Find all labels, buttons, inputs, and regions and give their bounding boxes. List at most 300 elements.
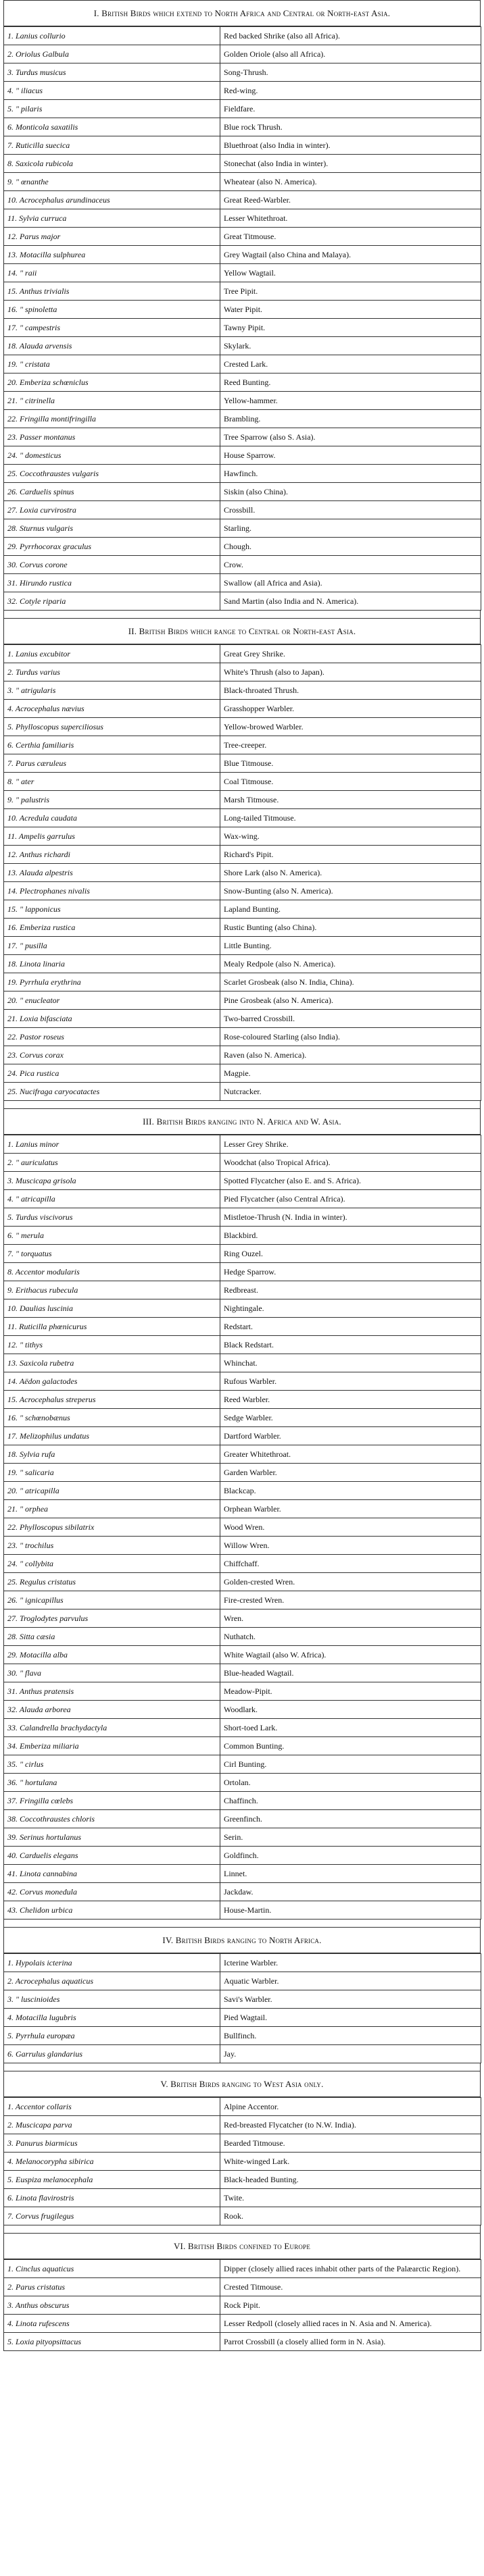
table-row (4, 191, 481, 209)
common-name-cell: Greenfinch. (220, 1810, 481, 1828)
common-name-cell: Nightingale. (220, 1299, 481, 1318)
species-name-cell: 13. Motacilla sulphurea (4, 246, 220, 264)
species-name-cell: 4. Acrocephalus nævius (4, 700, 220, 718)
species-name-cell: 14. " raii (4, 264, 220, 282)
section-title: V. British Birds ranging to West Asia only. (3, 2071, 481, 2097)
species-name-cell: 18. Linota linaria (4, 955, 220, 973)
table-row (4, 1445, 481, 1464)
common-name-cell: Red backed Shrike (also all Africa). (220, 27, 481, 45)
common-name-cell: Blackbird. (220, 1227, 481, 1245)
common-name-cell: Richard's Pipit. (220, 846, 481, 864)
table-row (4, 663, 481, 681)
table-row (4, 1391, 481, 1409)
common-name-cell: Coal Titmouse. (220, 773, 481, 791)
table-row (4, 2296, 481, 2315)
common-name-cell: Yellow Wagtail. (220, 264, 481, 282)
species-name-cell: 12. " tithys (4, 1336, 220, 1354)
common-name-cell: Wax-wing. (220, 827, 481, 846)
common-name-cell: Rose-coloured Starling (also India). (220, 1028, 481, 1046)
species-name-cell: 19. Pyrrhula erythrina (4, 973, 220, 991)
common-name-cell: Black-headed Bunting. (220, 2171, 481, 2189)
common-name-cell: Tree-creeper. (220, 736, 481, 754)
section-spacer (3, 2063, 481, 2071)
table-row (4, 82, 481, 100)
table-row (4, 1190, 481, 1208)
common-name-cell: Black Redstart. (220, 1336, 481, 1354)
common-name-cell: Stonechat (also India in winter). (220, 155, 481, 173)
species-name-cell: 25. Coccothraustes vulgaris (4, 465, 220, 483)
table-row (4, 1628, 481, 1646)
species-name-cell: 3. Muscicapa grisola (4, 1172, 220, 1190)
table-row (4, 864, 481, 882)
species-name-cell: 6. Linota flavirostris (4, 2189, 220, 2207)
species-name-cell: 5. Phylloscopus superciliosus (4, 718, 220, 736)
table-row (4, 519, 481, 538)
common-name-cell: Ortolan. (220, 1774, 481, 1792)
common-name-cell: House Sparrow. (220, 446, 481, 465)
table-row (4, 2315, 481, 2333)
common-name-cell: Ring Ouzel. (220, 1245, 481, 1263)
species-name-cell: 10. Acredula caudata (4, 809, 220, 827)
table-row (4, 1555, 481, 1573)
species-name-cell: 25. Regulus cristatus (4, 1573, 220, 1591)
table-row (4, 465, 481, 483)
table-row (4, 63, 481, 82)
section-title: I. British Birds which extend to North Africa and Central or North-east Asia. (3, 1, 481, 26)
species-name-cell: 6. Garrulus glandarius (4, 2045, 220, 2063)
species-name-cell: 4. " iliacus (4, 82, 220, 100)
common-name-cell: Cirl Bunting. (220, 1755, 481, 1774)
common-name-cell: Common Bunting. (220, 1737, 481, 1755)
species-name-cell: 24. Pica rustica (4, 1064, 220, 1083)
species-name-cell: 6. " merula (4, 1227, 220, 1245)
common-name-cell: Crow. (220, 556, 481, 574)
section-table (3, 644, 481, 1101)
common-name-cell: Mealy Redpole (also N. America). (220, 955, 481, 973)
common-name-cell: House-Martin. (220, 1901, 481, 1920)
table-row (4, 1901, 481, 1920)
species-name-cell: 5. Loxia pityopsittacus (4, 2333, 220, 2351)
common-name-cell: Golden Oriole (also all Africa). (220, 45, 481, 63)
table-row (4, 1318, 481, 1336)
common-name-cell: Two-barred Crossbill. (220, 1010, 481, 1028)
species-name-cell: 30. Corvus corone (4, 556, 220, 574)
section-table (3, 2259, 481, 2351)
species-name-cell: 18. Alauda arvensis (4, 337, 220, 355)
species-name-cell: 9. Erithacus rubecula (4, 1281, 220, 1299)
common-name-cell: Snow-Bunting (also N. America). (220, 882, 481, 900)
table-row (4, 2045, 481, 2063)
species-name-cell: 20. " enucleator (4, 991, 220, 1010)
section-spacer (3, 611, 481, 619)
table-row (4, 2153, 481, 2171)
table-row (4, 955, 481, 973)
species-name-cell: 14. Aëdon galactodes (4, 1372, 220, 1391)
common-name-cell: Wren. (220, 1609, 481, 1628)
common-name-cell: Fire-crested Wren. (220, 1591, 481, 1609)
table-row (4, 973, 481, 991)
species-name-cell: 8. Saxicola rubicola (4, 155, 220, 173)
table-row (4, 1464, 481, 1482)
table-row (4, 410, 481, 428)
common-name-cell: Redbreast. (220, 1281, 481, 1299)
common-name-cell: Reed Bunting. (220, 373, 481, 392)
species-name-cell: 2. Muscicapa parva (4, 2116, 220, 2134)
common-name-cell: Crossbill. (220, 501, 481, 519)
species-name-cell: 7. Corvus frugilegus (4, 2207, 220, 2225)
species-name-cell: 35. " cirlus (4, 1755, 220, 1774)
common-name-cell: Fieldfare. (220, 100, 481, 118)
species-name-cell: 1. Accentor collaris (4, 2098, 220, 2116)
section-table (3, 1135, 481, 1920)
table-row (4, 27, 481, 45)
species-name-cell: 33. Calandrella brachydactyla (4, 1719, 220, 1737)
species-name-cell: 2. Oriolus Galbula (4, 45, 220, 63)
species-name-cell: 16. Emberiza rustica (4, 919, 220, 937)
common-name-cell: Blue-headed Wagtail. (220, 1664, 481, 1682)
species-name-cell: 3. Turdus musicus (4, 63, 220, 82)
common-name-cell: Rock Pipit. (220, 2296, 481, 2315)
table-row (4, 483, 481, 501)
table-row (4, 337, 481, 355)
common-name-cell: Sand Martin (also India and N. America). (220, 592, 481, 611)
species-name-cell: 13. Saxicola rubetra (4, 1354, 220, 1372)
species-name-cell: 2. " auriculatus (4, 1154, 220, 1172)
table-row (4, 501, 481, 519)
species-name-cell: 16. " schœnobænus (4, 1409, 220, 1427)
species-name-cell: 32. Alauda arborea (4, 1701, 220, 1719)
common-name-cell: Lesser Grey Shrike. (220, 1135, 481, 1154)
common-name-cell: Bullfinch. (220, 2027, 481, 2045)
species-name-cell: 1. Cinclus aquaticus (4, 2260, 220, 2278)
species-name-cell: 5. Turdus viscivorus (4, 1208, 220, 1227)
species-name-cell: 4. Motacilla lugubris (4, 2009, 220, 2027)
common-name-cell: Linnet. (220, 1865, 481, 1883)
table-row (4, 1990, 481, 2009)
common-name-cell: Wheatear (also N. America). (220, 173, 481, 191)
table-row (4, 1372, 481, 1391)
species-name-cell: 29. Pyrrhocorax graculus (4, 538, 220, 556)
table-row (4, 846, 481, 864)
common-name-cell: Blue rock Thrush. (220, 118, 481, 136)
common-name-cell: Raven (also N. America). (220, 1046, 481, 1064)
common-name-cell: Wood Wren. (220, 1518, 481, 1537)
species-name-cell: 3. " atrigularis (4, 681, 220, 700)
common-name-cell: Tawny Pipit. (220, 319, 481, 337)
common-name-cell: Chiffchaff. (220, 1555, 481, 1573)
table-row (4, 446, 481, 465)
table-row (4, 1064, 481, 1083)
species-name-cell: 25. Nucifraga caryocatactes (4, 1083, 220, 1101)
common-name-cell: Tree Pipit. (220, 282, 481, 301)
table-row (4, 2171, 481, 2189)
species-name-cell: 38. Coccothraustes chloris (4, 1810, 220, 1828)
species-name-cell: 9. " palustris (4, 791, 220, 809)
species-name-cell: 31. Anthus pratensis (4, 1682, 220, 1701)
common-name-cell: Goldfinch. (220, 1847, 481, 1865)
table-row (4, 1154, 481, 1172)
table-row (4, 1792, 481, 1810)
bird-distribution-document (3, 0, 481, 2351)
table-row (4, 1719, 481, 1737)
species-name-cell: 4. " atricapilla (4, 1190, 220, 1208)
common-name-cell: Woodlark. (220, 1701, 481, 1719)
common-name-cell: Jackdaw. (220, 1883, 481, 1901)
species-name-cell: 17. " campestris (4, 319, 220, 337)
common-name-cell: Starling. (220, 519, 481, 538)
common-name-cell: Water Pipit. (220, 301, 481, 319)
species-name-cell: 5. " pilaris (4, 100, 220, 118)
common-name-cell: Alpine Accentor. (220, 2098, 481, 2116)
table-row (4, 919, 481, 937)
common-name-cell: Great Grey Shrike. (220, 645, 481, 663)
table-row (4, 718, 481, 736)
common-name-cell: Meadow-Pipit. (220, 1682, 481, 1701)
table-row (4, 428, 481, 446)
species-name-cell: 4. Linota rufescens (4, 2315, 220, 2333)
common-name-cell: Brambling. (220, 410, 481, 428)
species-name-cell: 3. Anthus obscurus (4, 2296, 220, 2315)
table-row (4, 991, 481, 1010)
table-row (4, 282, 481, 301)
species-name-cell: 37. Fringilla cœlebs (4, 1792, 220, 1810)
species-name-cell: 43. Chelidon urbica (4, 1901, 220, 1920)
common-name-cell: Greater Whitethroat. (220, 1445, 481, 1464)
table-row (4, 736, 481, 754)
common-name-cell: Crested Lark. (220, 355, 481, 373)
section-table (3, 26, 481, 611)
table-row (4, 773, 481, 791)
table-row (4, 2098, 481, 2116)
common-name-cell: Tree Sparrow (also S. Asia). (220, 428, 481, 446)
species-name-cell: 31. Hirundo rustica (4, 574, 220, 592)
table-row (4, 1609, 481, 1628)
common-name-cell: Shore Lark (also N. America). (220, 864, 481, 882)
common-name-cell: Swallow (all Africa and Asia). (220, 574, 481, 592)
species-name-cell: 1. Hypolais icterina (4, 1954, 220, 1972)
table-row (4, 556, 481, 574)
section-table (3, 2097, 481, 2225)
table-row (4, 1537, 481, 1555)
species-name-cell: 11. Ruticilla phœnicurus (4, 1318, 220, 1336)
table-row (4, 2134, 481, 2153)
common-name-cell: Hedge Sparrow. (220, 1263, 481, 1281)
common-name-cell: Little Bunting. (220, 937, 481, 955)
species-name-cell: 17. " pusilla (4, 937, 220, 955)
table-row (4, 246, 481, 264)
species-name-cell: 5. Euspiza melanocephala (4, 2171, 220, 2189)
common-name-cell: Pied Wagtail. (220, 2009, 481, 2027)
table-row (4, 2333, 481, 2351)
common-name-cell: Dipper (closely allied races inhabit other parts of the Palæarctic Region). (220, 2260, 481, 2278)
section-title: II. British Birds which range to Central or North-east Asia. (3, 619, 481, 644)
common-name-cell: Spotted Flycatcher (also E. and S. Africa). (220, 1172, 481, 1190)
species-name-cell: 11. Ampelis garrulus (4, 827, 220, 846)
table-row (4, 1046, 481, 1064)
species-name-cell: 2. Acrocephalus aquaticus (4, 1972, 220, 1990)
common-name-cell: Short-toed Lark. (220, 1719, 481, 1737)
common-name-cell: Reed Warbler. (220, 1391, 481, 1409)
species-name-cell: 22. Fringilla montifringilla (4, 410, 220, 428)
species-name-cell: 7. Parus cæruleus (4, 754, 220, 773)
section-spacer (3, 1101, 481, 1109)
common-name-cell: Scarlet Grosbeak (also N. India, China). (220, 973, 481, 991)
common-name-cell: Grasshopper Warbler. (220, 700, 481, 718)
common-name-cell: Willow Wren. (220, 1537, 481, 1555)
table-row (4, 355, 481, 373)
species-name-cell: 4. Melanocorypha sibirica (4, 2153, 220, 2171)
species-name-cell: 26. " ignicapillus (4, 1591, 220, 1609)
table-row (4, 2027, 481, 2045)
common-name-cell: Parrot Crossbill (a closely allied form in N. Asia). (220, 2333, 481, 2351)
species-name-cell: 10. Daulias luscinia (4, 1299, 220, 1318)
species-name-cell: 20. " atricapilla (4, 1482, 220, 1500)
common-name-cell: Blackcap. (220, 1482, 481, 1500)
table-row (4, 1299, 481, 1318)
table-row (4, 2278, 481, 2296)
common-name-cell: Lapland Bunting. (220, 900, 481, 919)
table-row (4, 1883, 481, 1901)
species-name-cell: 27. Loxia curvirostra (4, 501, 220, 519)
species-name-cell: 1. Lanius excubitor (4, 645, 220, 663)
table-row (4, 1664, 481, 1682)
common-name-cell: White's Thrush (also to Japan). (220, 663, 481, 681)
species-name-cell: 32. Cotyle riparia (4, 592, 220, 611)
common-name-cell: Nuthatch. (220, 1628, 481, 1646)
table-row (4, 538, 481, 556)
common-name-cell: Savi's Warbler. (220, 1990, 481, 2009)
table-row (4, 1646, 481, 1664)
common-name-cell: Rook. (220, 2207, 481, 2225)
section-title: III. British Birds ranging into N. Africa and W. Asia. (3, 1109, 481, 1135)
table-row (4, 1010, 481, 1028)
species-name-cell: 21. " orphea (4, 1500, 220, 1518)
section-spacer (3, 1920, 481, 1928)
table-row (4, 136, 481, 155)
common-name-cell: Yellow-hammer. (220, 392, 481, 410)
table-row (4, 1482, 481, 1500)
common-name-cell: Mistletoe-Thrush (N. India in winter). (220, 1208, 481, 1227)
common-name-cell: Magpie. (220, 1064, 481, 1083)
species-name-cell: 39. Serinus hortulanus (4, 1828, 220, 1847)
common-name-cell: Lesser Redpoll (closely allied races in N. Asia and N. America). (220, 2315, 481, 2333)
species-name-cell: 16. " spinoletta (4, 301, 220, 319)
table-row (4, 2260, 481, 2278)
table-row (4, 1774, 481, 1792)
species-name-cell: 6. Monticola saxatilis (4, 118, 220, 136)
species-name-cell: 11. Sylvia curruca (4, 209, 220, 228)
table-row (4, 2189, 481, 2207)
table-row (4, 1573, 481, 1591)
table-row (4, 1281, 481, 1299)
common-name-cell: Redstart. (220, 1318, 481, 1336)
common-name-cell: Golden-crested Wren. (220, 1573, 481, 1591)
species-name-cell: 15. " lapponicus (4, 900, 220, 919)
common-name-cell: Blue Titmouse. (220, 754, 481, 773)
table-row (4, 1865, 481, 1883)
species-name-cell: 1. Lanius collurio (4, 27, 220, 45)
common-name-cell: Woodchat (also Tropical Africa). (220, 1154, 481, 1172)
common-name-cell: Great Titmouse. (220, 228, 481, 246)
species-name-cell: 26. Carduelis spinus (4, 483, 220, 501)
species-name-cell: 2. Parus cristatus (4, 2278, 220, 2296)
table-row (4, 1336, 481, 1354)
table-row (4, 1828, 481, 1847)
species-name-cell: 9. " œnanthe (4, 173, 220, 191)
species-name-cell: 7. " torquatus (4, 1245, 220, 1263)
table-row (4, 2009, 481, 2027)
species-name-cell: 5. Pyrrhula europæa (4, 2027, 220, 2045)
table-row (4, 173, 481, 191)
common-name-cell: Dartford Warbler. (220, 1427, 481, 1445)
table-row (4, 228, 481, 246)
table-row (4, 809, 481, 827)
table-row (4, 1518, 481, 1537)
table-row (4, 645, 481, 663)
table-row (4, 681, 481, 700)
common-name-cell: Grey Wagtail (also China and Malaya). (220, 246, 481, 264)
table-row (4, 2207, 481, 2225)
species-name-cell: 23. " trochilus (4, 1537, 220, 1555)
species-name-cell: 10. Acrocephalus arundinaceus (4, 191, 220, 209)
species-name-cell: 14. Plectrophanes nivalis (4, 882, 220, 900)
table-row (4, 1755, 481, 1774)
table-row (4, 2116, 481, 2134)
table-row (4, 155, 481, 173)
table-row (4, 1028, 481, 1046)
common-name-cell: Serin. (220, 1828, 481, 1847)
species-name-cell: 24. " collybita (4, 1555, 220, 1573)
table-row (4, 592, 481, 611)
table-row (4, 791, 481, 809)
common-name-cell: Red-wing. (220, 82, 481, 100)
common-name-cell: Siskin (also China). (220, 483, 481, 501)
species-name-cell: 34. Emberiza miliaria (4, 1737, 220, 1755)
table-row (4, 1847, 481, 1865)
table-row (4, 373, 481, 392)
common-name-cell: Black-throated Thrush. (220, 681, 481, 700)
table-row (4, 118, 481, 136)
table-row (4, 900, 481, 919)
common-name-cell: Long-tailed Titmouse. (220, 809, 481, 827)
table-row (4, 1954, 481, 1972)
common-name-cell: Yellow-browed Warbler. (220, 718, 481, 736)
species-name-cell: 21. " citrinella (4, 392, 220, 410)
table-row (4, 574, 481, 592)
species-name-cell: 2. Turdus varius (4, 663, 220, 681)
common-name-cell: Twite. (220, 2189, 481, 2207)
table-row (4, 1591, 481, 1609)
common-name-cell: Red-breasted Flycatcher (to N.W. India). (220, 2116, 481, 2134)
species-name-cell: 20. Emberiza schœniclus (4, 373, 220, 392)
species-name-cell: 22. Pastor roseus (4, 1028, 220, 1046)
species-name-cell: 29. Motacilla alba (4, 1646, 220, 1664)
common-name-cell: Lesser Whitethroat. (220, 209, 481, 228)
table-row (4, 1427, 481, 1445)
table-row (4, 1972, 481, 1990)
common-name-cell: Chaffinch. (220, 1792, 481, 1810)
table-row (4, 1083, 481, 1101)
common-name-cell: Orphean Warbler. (220, 1500, 481, 1518)
table-row (4, 882, 481, 900)
table-row (4, 392, 481, 410)
table-row (4, 1227, 481, 1245)
section-table (3, 1953, 481, 2063)
species-name-cell: 23. Corvus corax (4, 1046, 220, 1064)
common-name-cell: Skylark. (220, 337, 481, 355)
species-name-cell: 13. Alauda alpestris (4, 864, 220, 882)
species-name-cell: 3. Panurus biarmicus (4, 2134, 220, 2153)
